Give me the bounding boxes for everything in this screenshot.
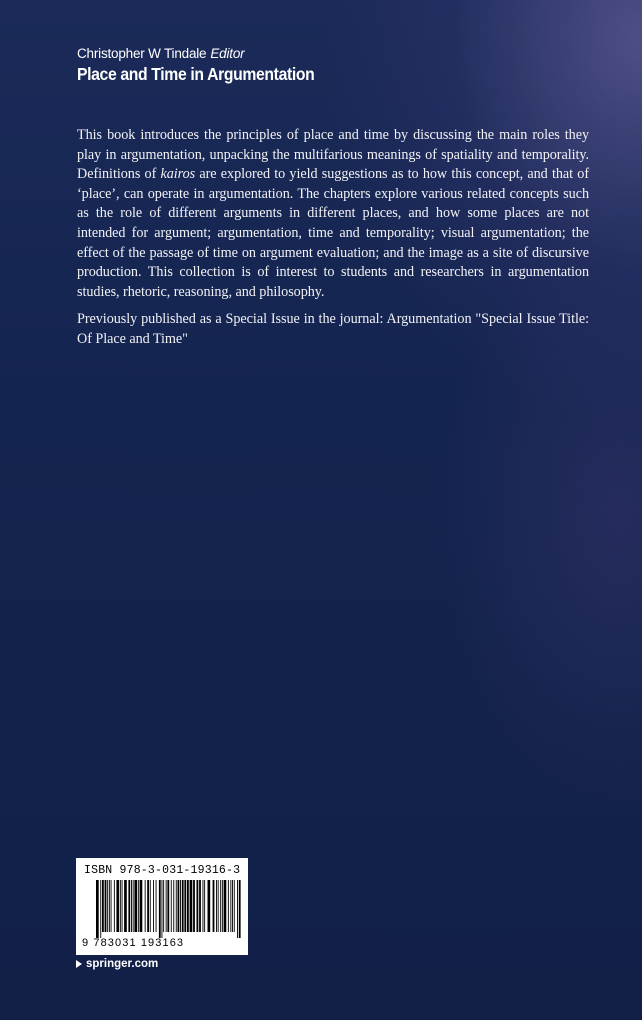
barcode-bar	[220, 880, 221, 932]
barcode-bar	[105, 880, 107, 932]
barcode-bar	[187, 880, 189, 932]
editor-name: Christopher W Tindale	[77, 46, 207, 61]
barcode-bar	[199, 880, 201, 932]
isbn-barcode	[76, 858, 248, 955]
barcode-bar	[232, 880, 233, 932]
barcode-bar	[184, 880, 186, 932]
barcode-bar	[173, 880, 174, 932]
editor-role: Editor	[210, 46, 245, 61]
barcode-bar	[180, 880, 181, 932]
barcode-bar	[197, 880, 199, 932]
barcode-bar	[239, 880, 241, 938]
barcode-bar	[140, 880, 143, 932]
barcode-bar	[216, 880, 217, 932]
isbn-label: ISBN 978-3-031-19316-3	[84, 864, 241, 877]
barcode-bar	[147, 880, 149, 932]
barcode-bar	[153, 880, 154, 932]
barcode-bar	[166, 880, 167, 932]
barcode-bar	[124, 880, 127, 932]
barcode-bar	[167, 880, 169, 932]
description-text-part-1: This book introduces the principles of place and time by discussing the main roles they play in argumentation, unpacking the multifarious meanings of spatiality and temporality. Definitions of	[77, 127, 589, 183]
barcode-bar	[176, 880, 177, 932]
barcode-bar	[230, 880, 231, 932]
description-paragraph-1	[77, 126, 589, 302]
barcode-bar	[145, 880, 146, 932]
description-paragraph-2: Previously published as a Special Issue in the journal: Argumentation "Special Issue Title: Of Place and Time"	[77, 311, 589, 347]
barcode-bar	[203, 880, 204, 932]
barcode-bar	[224, 880, 227, 932]
barcode-bar	[100, 880, 101, 938]
editor-line	[77, 46, 341, 61]
cover-header	[77, 46, 341, 85]
barcode-bar	[128, 880, 130, 932]
barcode-bar	[204, 880, 205, 932]
publisher-url: springer.com	[86, 958, 159, 970]
barcode-bar	[193, 880, 195, 932]
barcode-digits: 9 783031 193163	[82, 937, 185, 949]
barcode-bar	[218, 880, 219, 932]
barcode-bar	[111, 880, 112, 932]
barcode-bar	[102, 880, 104, 932]
barcode-bar	[162, 880, 163, 938]
description-text-part-2: are explored to yield suggestions as to how this concept, and that of ‘place’, can operate in argumentation. The chapters explore various related concepts such as the role of different arguments in different places, and how some places are not intended for argument; argumentation, time and temporality; visual argumentation; the effect of the passage of time on argument evaluation; and the image as a site of discursive production. This collection is of interest to students and researchers in argumentation studies, rhetoric, reasoning, and philosophy.	[77, 166, 589, 300]
barcode-bar	[150, 880, 151, 932]
barcode-bar	[228, 880, 229, 932]
book-title: Place and Time in Argumentation	[77, 64, 315, 84]
publisher-link[interactable]	[76, 958, 158, 970]
barcode-bars	[96, 880, 241, 938]
barcode-bar	[190, 880, 193, 932]
barcode-bar	[208, 880, 211, 932]
barcode-bar	[109, 880, 110, 932]
barcode-bar	[213, 880, 215, 932]
barcode-bar	[222, 880, 223, 932]
barcode-bar	[138, 880, 139, 932]
barcode-bar	[120, 880, 121, 932]
barcode-bar	[234, 880, 235, 932]
barcode-bar	[114, 880, 115, 932]
barcode-bar	[133, 880, 134, 932]
book-description	[77, 126, 589, 358]
arrow-right-icon	[76, 960, 82, 968]
barcode-bar	[171, 880, 172, 932]
barcode-bar	[237, 880, 238, 938]
barcode-bar	[107, 880, 108, 932]
kairos-term: kairos	[160, 166, 196, 183]
barcode-bar	[182, 880, 184, 932]
barcode-bar	[131, 880, 132, 932]
barcode-bar	[156, 880, 157, 932]
barcode-bar	[178, 880, 180, 932]
barcode-bar	[96, 880, 99, 938]
barcode-bar	[116, 880, 119, 932]
barcode-bar	[159, 880, 161, 938]
barcode-bar	[122, 880, 123, 932]
barcode-bar	[134, 880, 137, 932]
barcode-bar	[163, 880, 164, 932]
